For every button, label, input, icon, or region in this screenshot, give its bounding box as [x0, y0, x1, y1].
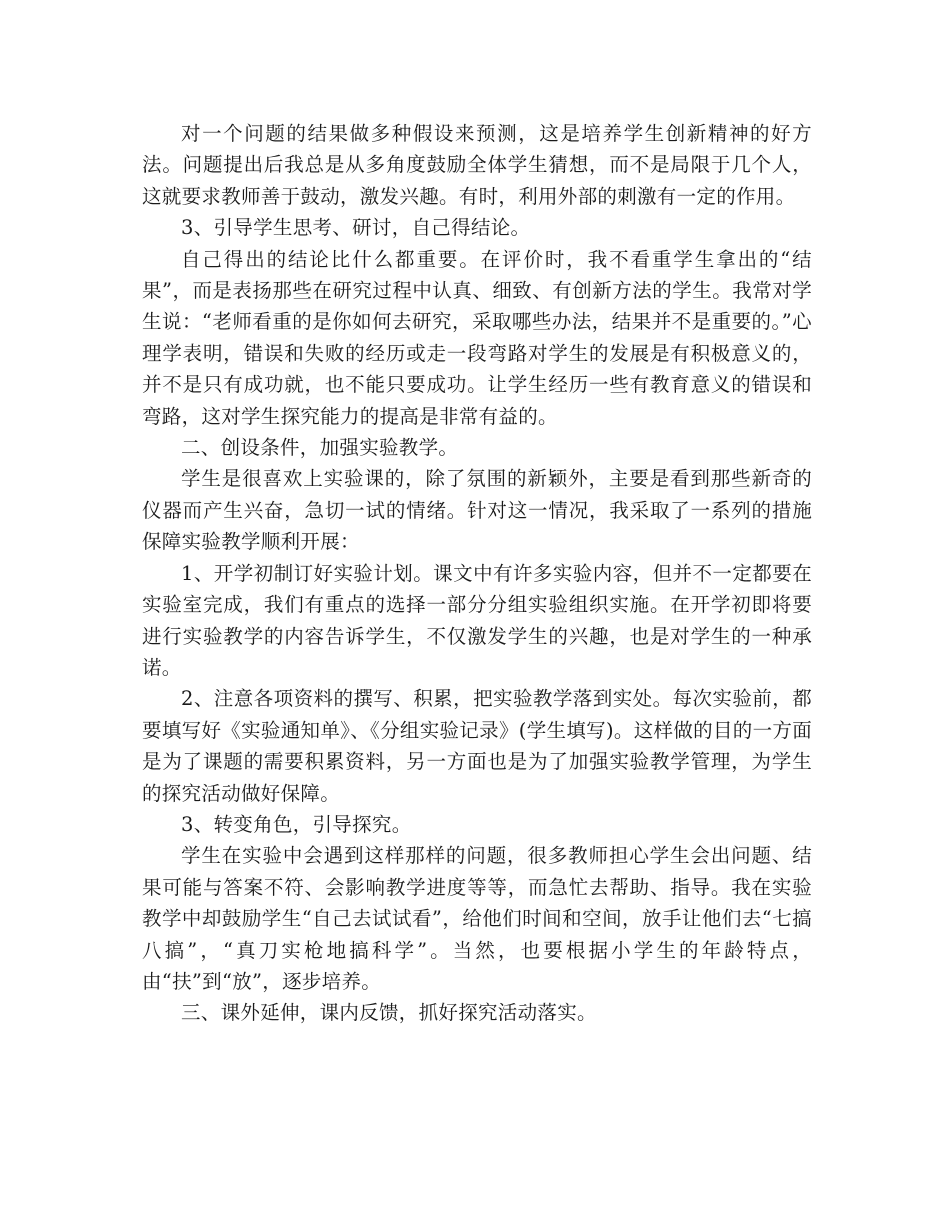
paragraph-4: 二、创设条件，加强实验教学。	[181, 436, 459, 460]
document-body	[142, 118, 812, 1029]
paragraph-3: 自己得出的结论比什么都重要。在评价时，我不看重学生拿出的“结果”，而是表扬那些在研究过程中认真、细致、有创新方法的学生。我常对学生说：“老师看重的是你如何去研究，采取哪些办法，结果并不是重要的。”心理学表明，错误和失败的经历或走一段弯路对学生的发展是有积极意义的，并不是只有成功就，也不能只要成功。让学生经历一些有教育意义的错误和弯路，这对学生探究能力的提高是非常有益的。	[142, 247, 812, 428]
paragraph-1: 对一个问题的结果做多种假设来预测，这是培养学生创新精神的好方法。问题提出后我总是从多角度鼓励全体学生猜想，而不是局限于几个人，这就要求教师善于鼓动，激发兴趣。有时，利用外部的刺激有一定的作用。	[142, 122, 812, 208]
paragraph-2: 3、引导学生思考、研讨，自己得结论。	[181, 216, 531, 240]
paragraph-10: 三、课外延伸，课内反馈，抓好探究活动落实。	[181, 1001, 597, 1025]
paragraph-6: 1、开学初制订好实验计划。课文中有许多实验内容，但并不一定都要在实验室完成，我们有重点的选择一部分分组实验组织实施。在开学初即将要进行实验教学的内容告诉学生，不仅激发学生的兴趣，也是对学生的一种承诺。	[142, 561, 812, 679]
paragraph-5: 学生是很喜欢上实验课的，除了氛围的新颖外，主要是看到那些新奇的仪器而产生兴奋，急切一试的情绪。针对这一情况，我采取了一系列的措施保障实验教学顺利开展：	[142, 467, 812, 554]
paragraph-9: 学生在实验中会遇到这样那样的问题，很多教师担心学生会出问题、结果可能与答案不符、会影响教学进度等等，而急忙去帮助、指导。我在实验教学中却鼓励学生“自己去试试看”，给他们时间和空间，放手让他们去“七搞八搞”，“真刀实枪地搞科学”。当然，也要根据小学生的年龄特点，由“扶”到“放”，逐步培养。	[142, 844, 812, 993]
paragraph-8: 3、转变角色，引导探究。	[181, 812, 412, 836]
paragraph-7: 2、注意各项资料的撰写、积累，把实验教学落到实处。每次实验前，都要填写好《实验通知单》、《分组实验记录》(学生填写)。这样做的目的一方面是为了课题的需要积累资料，另一方面也是为了加强实验教学管理，为学生的探究活动做好保障。	[142, 687, 812, 805]
